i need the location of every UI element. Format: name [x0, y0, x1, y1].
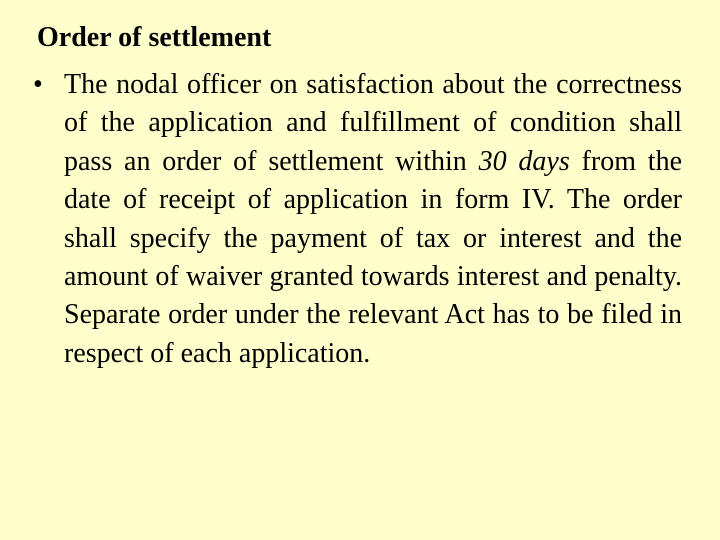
bullet-item — [0, 66, 682, 373]
bullet-dot-icon — [33, 66, 53, 104]
bullet-emphasis: 30 days — [478, 145, 570, 177]
bullet-list — [0, 66, 682, 373]
bullet-text-before: The nodal officer on satisfaction about the correctness of the application and fulfillment of condition shall pass an order of settlement within — [64, 69, 682, 177]
slide-heading: Order of settlement — [37, 22, 272, 53]
bullet-text-after: from the date of receipt of application in form IV. The order shall specify the payment of tax or interest and the amount of waiver granted towards interest and penalty. Separate order under the relevant Act has to be filed in respect of each application. — [64, 145, 683, 369]
